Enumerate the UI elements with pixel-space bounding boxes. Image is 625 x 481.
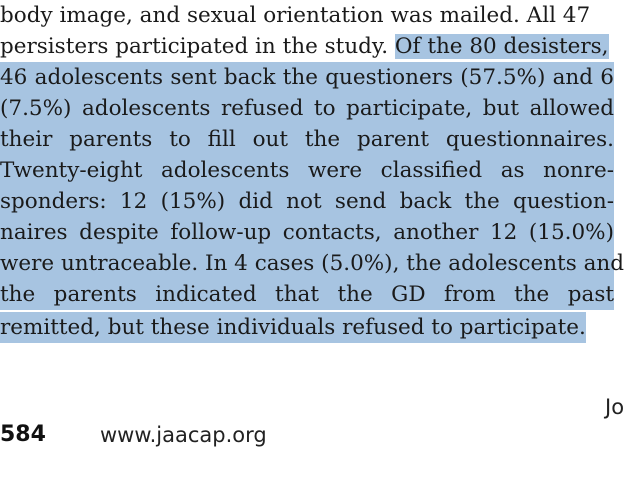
body-text-line-10: the parents indicated that the GD from the past [0,279,614,310]
body-text-line-5: their parents to fill out the parent questionnaires. [0,124,614,155]
body-text-line-3: 46 adolescents sent back the questioners (57.5%) and 6 [0,62,614,93]
body-text-line-1 [0,0,614,31]
text-plain: persisters participated in the study. [0,34,395,59]
running-head-fragment: Jo [605,395,625,419]
text-selection-highlight: Of the 80 desisters, [394,34,609,59]
body-text-line-11: remitted, but these individuals refused to participate. [0,312,586,343]
body-text-line-8: naires despite follow-up contacts, another 12 (15.0%) [0,217,614,248]
text-plain: body image, and sexual orientation was mailed. All 47 [0,3,591,28]
body-text-line-4: (7.5%) adolescents refused to participate, but allowed [0,93,614,124]
journal-url: www.jaacap.org [100,423,267,447]
body-text-line-7: sponders: 12 (15%) did not send back the question- [0,186,614,217]
page-number: 584 [0,422,46,447]
body-text-line-9: were untraceable. In 4 cases (5.0%), the adolescents and [0,248,614,279]
body-text-line-6: Twenty-eight adolescents were classified as nonre- [0,155,614,186]
body-text-line-2 [0,31,614,62]
